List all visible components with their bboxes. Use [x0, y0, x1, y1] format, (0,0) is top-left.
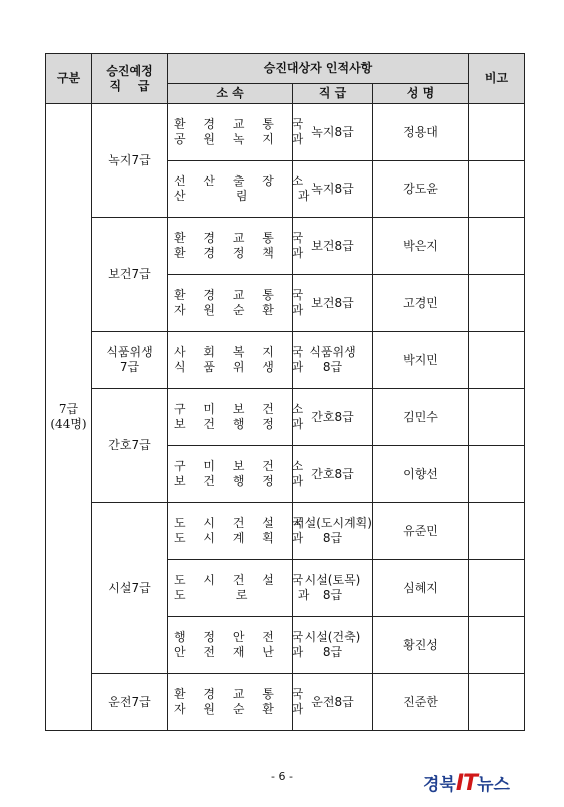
grade-line: 녹지8급: [311, 124, 354, 139]
name-cell: 심혜지: [373, 560, 469, 617]
grade-line: 보건8급: [311, 238, 354, 253]
dept-line: 환 경 교 통 국: [174, 117, 311, 131]
name-cell: 고경민: [373, 275, 469, 332]
grade-line: 간호8급: [311, 466, 354, 481]
dept-cell: [168, 560, 317, 617]
promotion-grade-label: 식품위생: [106, 345, 153, 359]
header-promotion-grade: [92, 54, 168, 104]
promotion-grade-label: 시설7급: [108, 580, 151, 595]
category-line2: (44명): [50, 417, 87, 431]
note-cell: [469, 218, 525, 275]
table-row: [46, 104, 525, 161]
promotion-grade-label: 보건7급: [108, 267, 151, 281]
name-cell: 황진성: [373, 617, 469, 674]
table-body: [46, 104, 525, 731]
category-cell: [46, 104, 92, 731]
dept-line: 구 미 보 건 소: [174, 402, 311, 416]
dept-cell: [168, 104, 311, 161]
promotion-grade-cell: [92, 503, 168, 674]
dept-line: 구 미 보 건 소: [174, 459, 311, 473]
name-cell: 김민수: [373, 389, 469, 446]
dept-line: 도 시 건 설 국: [174, 573, 311, 587]
name-cell: 정용대: [373, 104, 469, 161]
name-cell: 이향선: [373, 446, 469, 503]
header-promotion-grade-line1: 승진예정: [106, 63, 153, 78]
header-dept: 소 속: [168, 84, 293, 104]
grade-line: 8급: [322, 588, 343, 602]
grade-line: 녹지8급: [311, 181, 354, 196]
promotion-grade-cell: [92, 674, 168, 731]
dept-line: 도 시 계 획 과: [174, 531, 311, 545]
dept-line: 보 건 행 정 과: [174, 474, 311, 488]
note-cell: [469, 446, 525, 503]
dept-cell: [168, 503, 311, 560]
promotion-table: [45, 53, 525, 731]
promotion-grade-label: 녹지7급: [108, 153, 151, 167]
dept-line: 공 원 녹 지 과: [174, 132, 311, 146]
grade-line: 시설(토목): [304, 573, 361, 587]
dept-line: 안 전 재 난 과: [174, 645, 311, 659]
header-promotion-grade-line2: 직 급: [109, 78, 150, 93]
promotion-grade-cell: [92, 389, 168, 503]
logo-text-it: IT: [455, 771, 478, 796]
dept-cell: [168, 446, 311, 503]
header-name: 성 명: [373, 84, 469, 104]
note-cell: [469, 674, 525, 731]
dept-line: 선 산 출 장 소: [174, 174, 311, 188]
dept-line: 자 원 순 환 과: [174, 303, 311, 317]
dept-cell: [168, 218, 311, 275]
dept-line: 사 회 복 지 국: [174, 345, 311, 359]
dept-cell: [168, 674, 311, 731]
grade-line: 8급: [322, 645, 343, 659]
table-row: [46, 389, 525, 446]
note-cell: [469, 503, 525, 560]
note-cell: [469, 161, 525, 218]
dept-cell: [168, 161, 317, 218]
table-row: [46, 503, 525, 560]
promotion-grade-cell: [92, 332, 168, 389]
grade-line: 시설(건축): [304, 630, 361, 644]
dept-line: 보 건 행 정 과: [174, 417, 311, 431]
site-logo: [423, 770, 553, 796]
dept-line: 자 원 순 환 과: [174, 702, 311, 716]
dept-line: 도 로 과: [174, 588, 317, 602]
table-row: [46, 674, 525, 731]
dept-line: 환 경 교 통 국: [174, 288, 311, 302]
name-cell: 진준한: [373, 674, 469, 731]
name-cell: 유준민: [373, 503, 469, 560]
dept-cell: [168, 389, 311, 446]
dept-line: 환 경 정 책 과: [174, 246, 311, 260]
header-candidate-info: 승진대상자 인적사항: [168, 54, 469, 84]
dept-line: 산 림 과: [174, 189, 317, 203]
category-line1: 7급: [58, 402, 79, 416]
dept-cell: [168, 332, 311, 389]
grade-line: 운전8급: [311, 694, 354, 709]
table-row: [46, 218, 525, 275]
table-row: [46, 332, 525, 389]
grade-line: 8급: [322, 531, 343, 545]
promotion-grade-label: 7급: [119, 360, 140, 374]
note-cell: [469, 332, 525, 389]
note-cell: [469, 560, 525, 617]
note-cell: [469, 104, 525, 161]
header-grade: 직 급: [293, 84, 373, 104]
header-note: 비고: [469, 54, 525, 104]
dept-cell: [168, 617, 311, 674]
note-cell: [469, 275, 525, 332]
dept-line: 식 품 위 생 과: [174, 360, 311, 374]
name-cell: 박은지: [373, 218, 469, 275]
note-cell: [469, 389, 525, 446]
grade-line: 간호8급: [311, 409, 354, 424]
promotion-grade-label: 운전7급: [108, 694, 151, 709]
page-number: - 6 -: [271, 770, 293, 783]
dept-line: 환 경 교 통 국: [174, 231, 311, 245]
dept-line: 도 시 건 설 국: [174, 516, 311, 530]
grade-line: 식품위생: [309, 345, 356, 359]
logo-text-2: 뉴스: [477, 775, 510, 795]
name-cell: 강도윤: [373, 161, 469, 218]
logo-text-1: 경북: [423, 775, 456, 795]
dept-line: 환 경 교 통 국: [174, 687, 311, 701]
promotion-grade-cell: [92, 218, 168, 332]
promotion-grade-cell: [92, 104, 168, 218]
note-cell: [469, 617, 525, 674]
name-cell: 박지민: [373, 332, 469, 389]
dept-cell: [168, 275, 311, 332]
grade-line: 8급: [322, 360, 343, 374]
header-category: 구분: [46, 54, 92, 104]
dept-line: 행 정 안 전 국: [174, 630, 311, 644]
grade-line: 시설(도시계획): [293, 516, 372, 530]
promotion-grade-label: 간호7급: [108, 438, 151, 452]
grade-line: 보건8급: [311, 295, 354, 310]
